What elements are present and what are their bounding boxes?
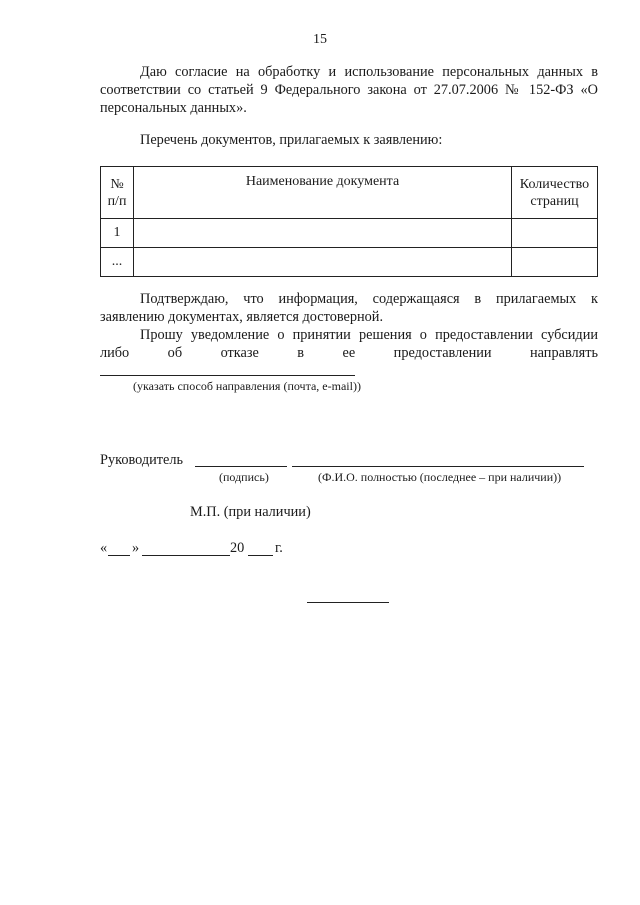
row-pages-cell[interactable] xyxy=(512,219,598,248)
table-row xyxy=(101,248,598,277)
end-divider xyxy=(307,601,389,603)
head-label: Руководитель xyxy=(100,452,184,468)
signature-hint: (подпись) xyxy=(219,470,269,484)
consent-paragraph xyxy=(100,63,598,117)
confirm-line-1: Подтверждаю, что информация, содержащаяся в прилагаемых к xyxy=(140,291,598,307)
col-pages-line-2: страниц xyxy=(530,193,579,209)
row-name-cell[interactable] xyxy=(134,219,512,248)
col-number-line-2: п/п xyxy=(107,193,127,209)
date-year-prefix: 20 xyxy=(230,540,245,556)
row-pages-cell[interactable] xyxy=(512,248,598,277)
row-number: ... xyxy=(101,248,134,277)
col-number-header xyxy=(101,167,134,219)
row-number: 1 xyxy=(101,219,134,248)
fio-line[interactable] xyxy=(292,465,584,467)
docs-list-title: Перечень документов, прилагаемых к заявлению: xyxy=(140,132,443,148)
date-close-quote: » xyxy=(132,540,140,556)
consent-line-1: Даю согласие на обработку и использование персональных данных в xyxy=(140,64,598,80)
date-month-blank[interactable] xyxy=(142,554,230,556)
date-year-suffix: г. xyxy=(275,540,283,556)
page-number: 15 xyxy=(313,32,327,47)
stamp-label: М.П. (при наличии) xyxy=(190,504,311,520)
fio-hint: (Ф.И.О. полностью (последнее – при наличии)) xyxy=(318,470,562,484)
table-row xyxy=(101,219,598,248)
date-line xyxy=(100,539,300,559)
date-open-quote: « xyxy=(100,540,108,556)
date-day-blank[interactable] xyxy=(108,554,130,556)
col-name-header: Наименование документа xyxy=(134,167,512,219)
col-pages-line-1: Количество xyxy=(519,176,590,192)
col-pages-header xyxy=(512,167,598,219)
delivery-method-line[interactable] xyxy=(100,374,355,376)
confirm-line-2: заявлению документах, является достоверной. xyxy=(100,309,384,325)
confirm-paragraph xyxy=(100,290,598,362)
notify-line-1: Прошу уведомление о принятии решения о предоставлении субсидии xyxy=(140,327,598,343)
consent-line-2: соответствии со статьей 9 Федерального закона от 27.07.2006 № 152-ФЗ «О xyxy=(100,82,598,98)
delivery-method-hint: (указать способ направления (почта, e-mail)) xyxy=(133,379,361,393)
row-name-cell[interactable] xyxy=(134,248,512,277)
documents-table xyxy=(100,166,598,277)
col-number-line-1: № xyxy=(110,176,124,192)
notify-line-2: либо об отказе в ее предоставлении направлять xyxy=(100,345,598,361)
table-header-row xyxy=(101,167,598,219)
consent-line-3: персональных данных». xyxy=(100,100,247,116)
signature-line[interactable] xyxy=(195,465,287,467)
date-year-blank[interactable] xyxy=(248,554,273,556)
